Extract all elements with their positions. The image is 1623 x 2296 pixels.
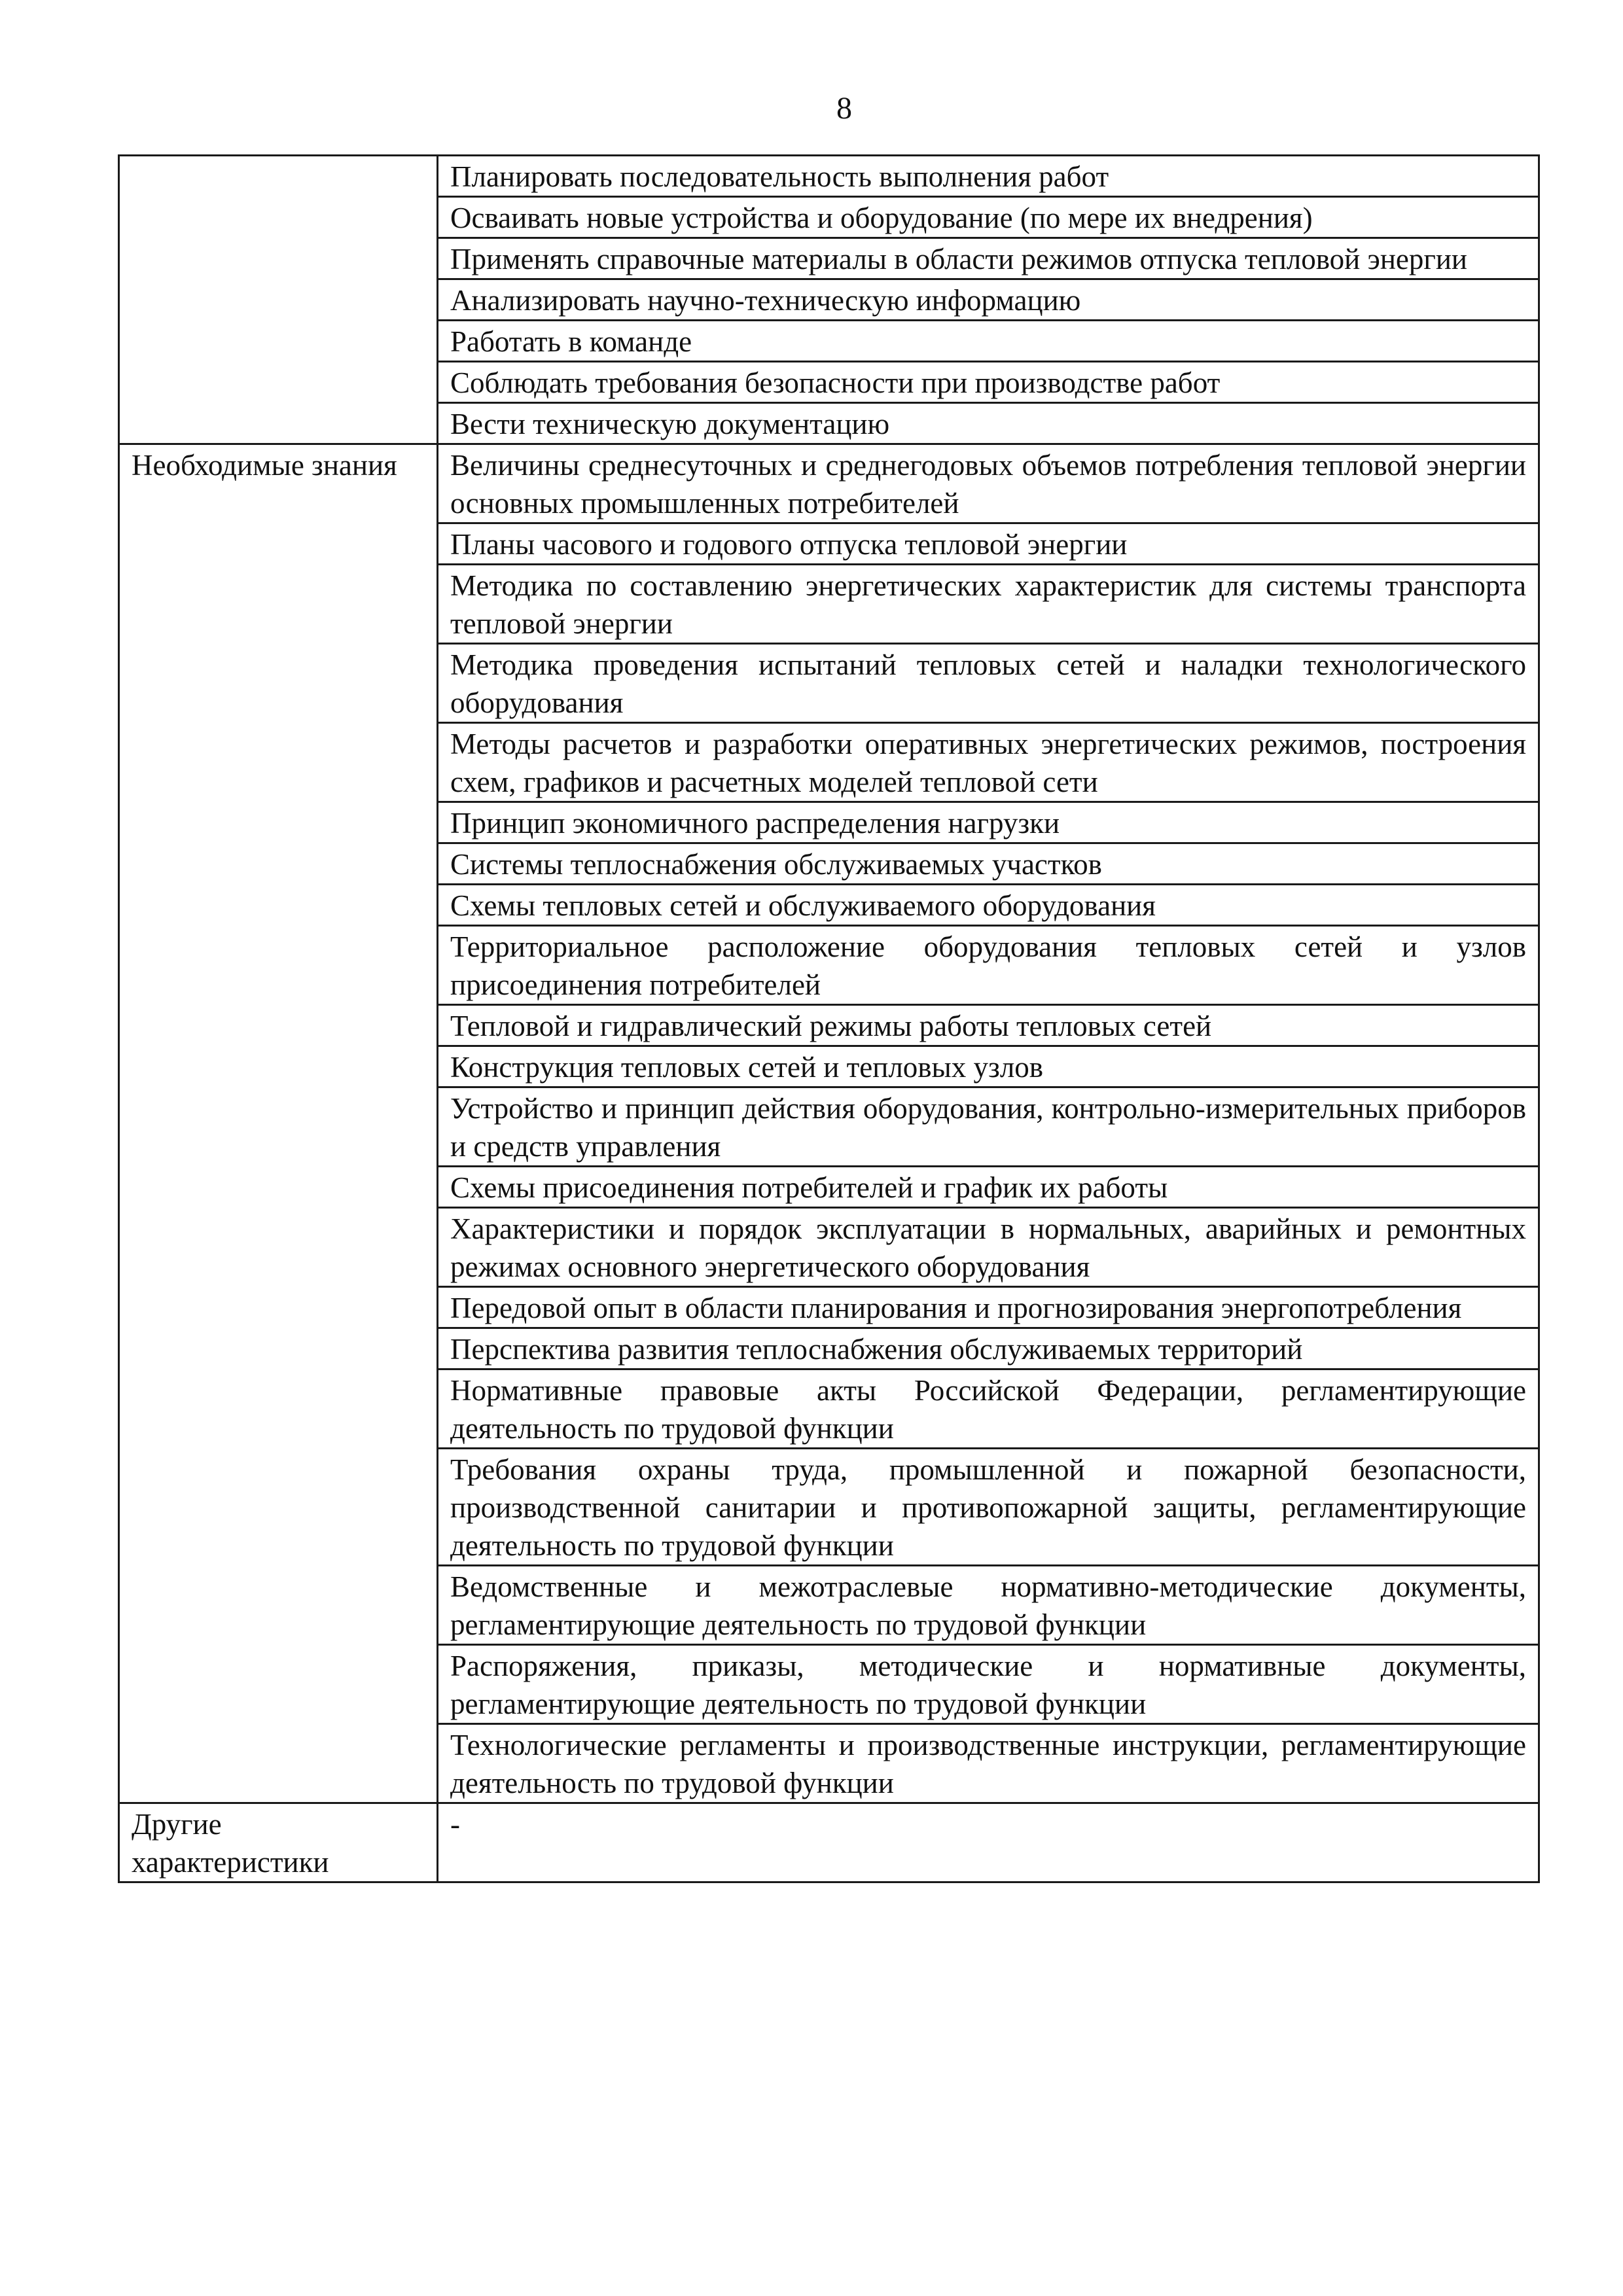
skill-item: Вести техническую документацию bbox=[438, 403, 1539, 444]
knowledge-item: Устройство и принцип действия оборудования, контрольно-измерительных приборов и средств управления bbox=[438, 1087, 1539, 1167]
knowledge-item: Передовой опыт в области планирования и прогнозирования энергопотребления bbox=[438, 1287, 1539, 1328]
knowledge-item: Планы часового и годового отпуска тепловой энергии bbox=[438, 523, 1539, 565]
knowledge-item: Ведомственные и межотраслевые нормативно-методические документы, регламентирующие деятельность по трудовой функции bbox=[438, 1566, 1539, 1645]
knowledge-item: Конструкция тепловых сетей и тепловых узлов bbox=[438, 1046, 1539, 1087]
knowledge-item: Распоряжения, приказы, методические и нормативные документы, регламентирующие деятельность по трудовой функции bbox=[438, 1645, 1539, 1724]
knowledge-item: Методы расчетов и разработки оперативных энергетических режимов, построения схем, графиков и расчетных моделей тепловой сети bbox=[438, 723, 1539, 802]
knowledge-item: Методика проведения испытаний тепловых сетей и наладки технологического оборудования bbox=[438, 644, 1539, 723]
other-value: - bbox=[438, 1803, 1539, 1882]
knowledge-item: Характеристики и порядок эксплуатации в нормальных, аварийных и ремонтных режимах основного энергетического оборудования bbox=[438, 1208, 1539, 1287]
knowledge-item: Тепловой и гидравлический режимы работы тепловых сетей bbox=[438, 1005, 1539, 1046]
skill-item: Работать в команде bbox=[438, 321, 1539, 362]
table-row bbox=[119, 156, 1539, 197]
knowledge-item: Технологические регламенты и производственные инструкции, регламентирующие деятельность по трудовой функции bbox=[438, 1724, 1539, 1803]
knowledge-item: Методика по составлению энергетических характеристик для системы транспорта тепловой энергии bbox=[438, 565, 1539, 644]
skill-item: Осваивать новые устройства и оборудование (по мере их внедрения) bbox=[438, 197, 1539, 238]
knowledge-item: Схемы присоединения потребителей и график их работы bbox=[438, 1167, 1539, 1208]
knowledge-item: Системы теплоснабжения обслуживаемых участков bbox=[438, 843, 1539, 885]
table-row bbox=[119, 444, 1539, 523]
other-label: Другие характеристики bbox=[119, 1803, 438, 1882]
knowledge-item: Схемы тепловых сетей и обслуживаемого оборудования bbox=[438, 885, 1539, 926]
table-body bbox=[119, 156, 1539, 1882]
qualification-table bbox=[118, 154, 1540, 1883]
knowledge-item: Принцип экономичного распределения нагрузки bbox=[438, 802, 1539, 843]
skill-item: Соблюдать требования безопасности при производстве работ bbox=[438, 362, 1539, 403]
skill-item: Анализировать научно-техническую информацию bbox=[438, 279, 1539, 321]
knowledge-item: Величины среднесуточных и среднегодовых объемов потребления тепловой энергии основных промышленных потребителей bbox=[438, 444, 1539, 523]
skills-label-cell bbox=[119, 156, 438, 444]
knowledge-item: Нормативные правовые акты Российской Федерации, регламентирующие деятельность по трудовой функции bbox=[438, 1369, 1539, 1449]
skill-item: Планировать последовательность выполнения работ bbox=[438, 156, 1539, 197]
knowledge-item: Территориальное расположение оборудования тепловых сетей и узлов присоединения потребителей bbox=[438, 926, 1539, 1005]
knowledge-item: Перспектива развития теплоснабжения обслуживаемых территорий bbox=[438, 1328, 1539, 1369]
page-number: 8 bbox=[836, 91, 852, 126]
knowledge-label: Необходимые знания bbox=[119, 444, 438, 1803]
skill-item: Применять справочные материалы в области режимов отпуска тепловой энергии bbox=[438, 238, 1539, 279]
knowledge-item: Требования охраны труда, промышленной и пожарной безопасности, производственной санитарии и противопожарной защиты, регламентирующие деятельность по трудовой функции bbox=[438, 1449, 1539, 1566]
table-row bbox=[119, 1803, 1539, 1882]
